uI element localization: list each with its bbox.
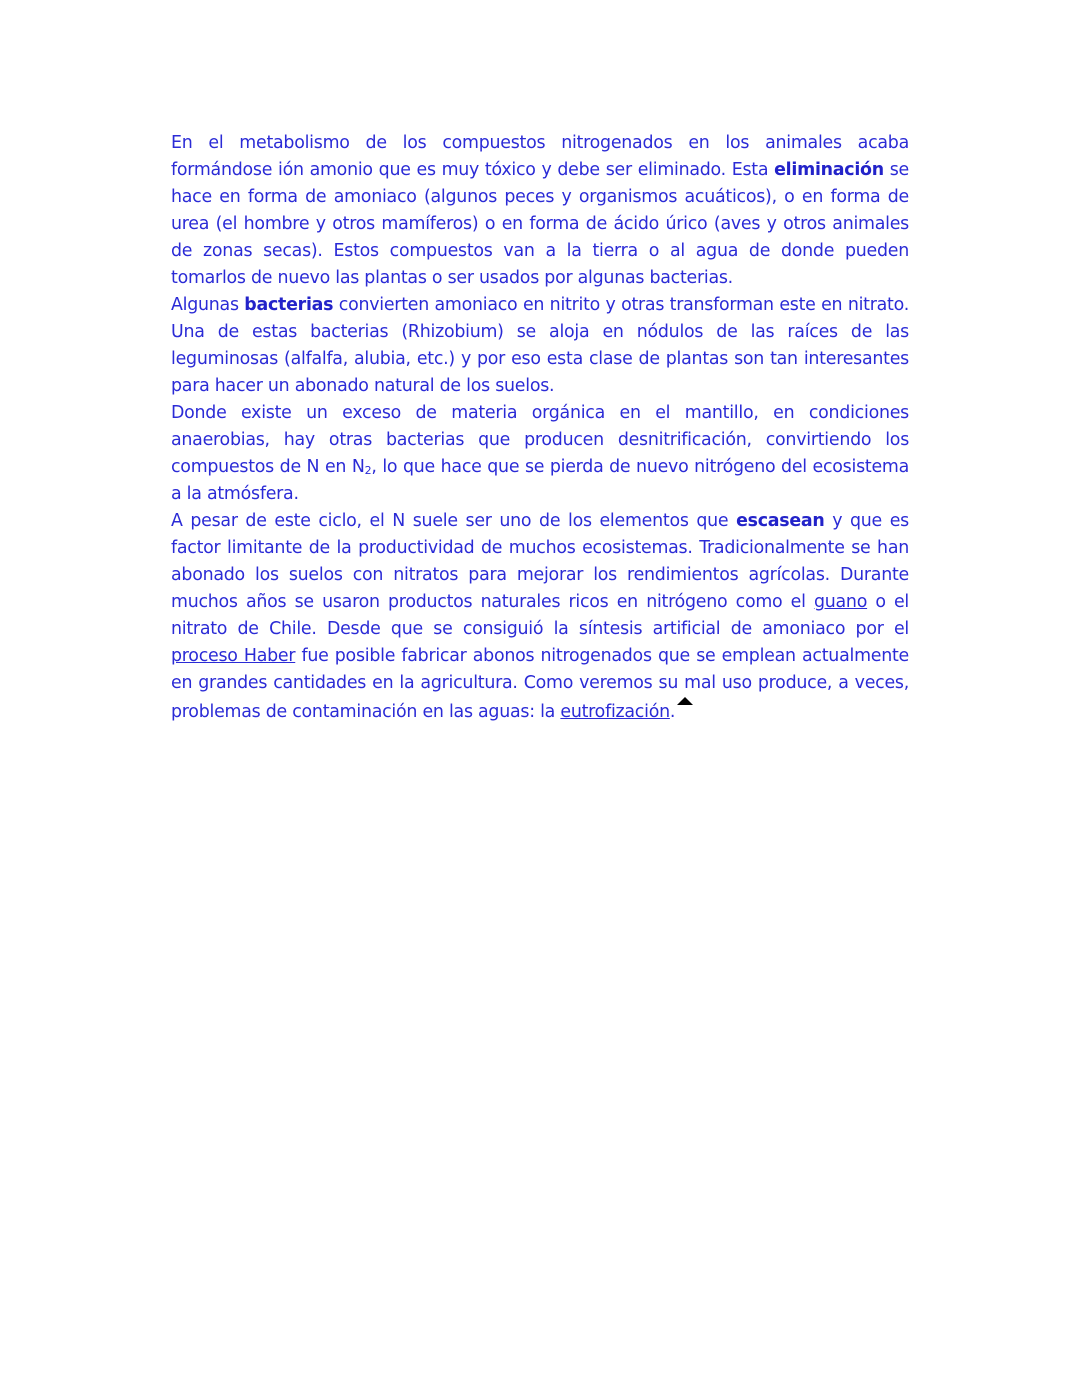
body-text [171,130,909,726]
p4-text-2: y que es factor limitante de la productividad de muchos ecosistemas. Tradicionalmente se han abonado los suelos con nitratos para mejorar los rendimientos agrícolas. Durante muchos años se usaron productos naturales ricos en nitrógeno como el [171,511,909,612]
paragraph-nitrogen-limit [171,508,909,726]
term-eliminacion: eliminación [774,160,884,180]
p3-text-2: , lo que hace que se pierda de nuevo nitrógeno del ecosistema a la atmósfera. [171,457,909,504]
p4-text-4: fue posible fabricar abonos nitrogenados que se emplean actualmente en grandes cantidades en la agricultura. Como veremos su mal uso produce, a veces, problemas de contaminación en las aguas: la [171,646,909,722]
p2-text-2: convierten amoniaco en nitrito y otras transforman este en nitrato. Una de estas bacterias (Rhizobium) se aloja en nódulos de las raíces de las leguminosas (alfalfa, alubia, etc.) y por eso esta clase de plantas son tan interesantes para hacer un abonado natural de los suelos. [171,295,909,396]
p4-text-3: o el nitrato de Chile. Desde que se consiguió la síntesis artificial de amoniaco por el [171,592,909,639]
p4-text-1: A pesar de este ciclo, el N suele ser uno de los elementos que [171,511,737,531]
p1-text-1: En el metabolismo de los compuestos nitrogenados en los animales acaba formándose ión amonio que es muy tóxico y debe ser eliminado. Esta [171,133,909,180]
p1-text-2: se hace en forma de amoniaco (algunos peces y organismos acuáticos), o en forma de urea (el hombre y otros mamíferos) o en forma de ácido úrico (aves y otros animales de zonas secas). Estos compuestos van a la tierra o al agua de donde pueden tomarlos de nuevo las plantas o ser usados por algunas bacterias. [171,160,909,288]
p2-text-1: Algunas [171,295,245,315]
link-eutrofizacion[interactable]: eutrofización [560,702,670,722]
term-escasean: escasean [736,511,825,531]
p3-text-1: Donde existe un exceso de materia orgánica en el mantillo, en condiciones anaerobias, hay otras bacterias que producen desnitrificación, convirtiendo los compuestos de N en N [171,403,909,477]
link-proceso-haber[interactable]: proceso Haber [171,646,296,666]
subscript-2: 2 [364,464,372,477]
paragraph-bacteria [171,292,909,400]
paragraph-metabolism [171,130,909,292]
up-arrow-icon[interactable] [677,697,693,705]
term-bacterias: bacterias [244,295,334,315]
p4-text-5: . [669,702,676,722]
paragraph-denitrification [171,400,909,508]
link-guano[interactable]: guano [813,592,868,612]
